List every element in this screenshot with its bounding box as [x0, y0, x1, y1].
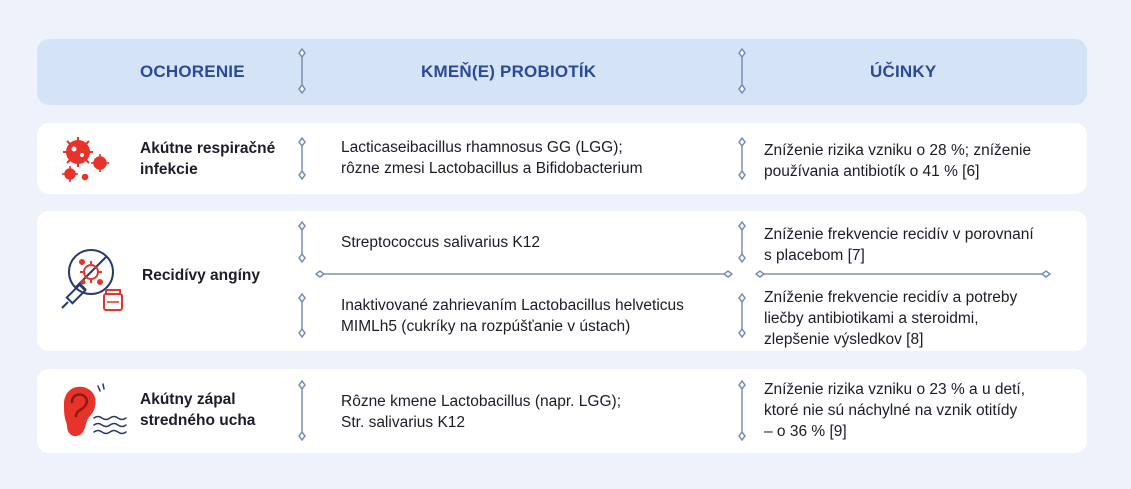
divider — [299, 138, 305, 179]
divider — [739, 138, 745, 179]
divider — [316, 271, 732, 277]
divider — [739, 294, 745, 337]
divider — [299, 381, 305, 440]
header-disease: OCHORENIE — [140, 62, 245, 81]
strain-text: Streptococcus salivarius K12 — [341, 234, 541, 251]
divider — [299, 49, 305, 93]
divider — [739, 49, 745, 93]
effect-text: Zníženie rizika vzniku o 23 % a u detí, ktoré nie sú náchylné na vznik otitídy – o 36 % [9] — [764, 381, 1026, 440]
strain-text: Lacticaseibacillus rhamnosus GG (LGG); rôzne zmesi Lactobacillus a Bifidobacterium — [341, 139, 643, 177]
effect-text: Zníženie rizika vzniku o 28 %; zníženie používania antibiotík o 41 % [6] — [764, 142, 1032, 180]
header-strains: KMEŇ(E) PROBIOTÍK — [421, 62, 597, 81]
disease-label: Akútny zápal stredného ucha — [140, 391, 256, 429]
divider — [756, 271, 1050, 277]
strain-text: Inaktivované zahrievaním Lactobacillus helveticus MIMLh5 (cukríky na rozpúšťanie v ústach) — [341, 297, 684, 335]
divider — [739, 222, 745, 262]
effect-text: Zníženie frekvencie recidív a potreby liečby antibiotikami a steroidmi, zlepšenie výsledkov [8] — [764, 289, 1018, 348]
disease-label: Recidívy angíny — [142, 267, 261, 284]
effect-text: Zníženie frekvencie recidív v porovnaní s placebom [7] — [764, 226, 1034, 264]
header-effects: ÚČINKY — [870, 62, 937, 81]
divider — [299, 222, 305, 262]
disease-label: Akútne respiračné infekcie — [140, 140, 276, 178]
strain-text: Rôzne kmene Lactobacillus (napr. LGG); Str. salivarius K12 — [341, 393, 621, 431]
divider — [739, 381, 745, 440]
divider — [299, 294, 305, 337]
